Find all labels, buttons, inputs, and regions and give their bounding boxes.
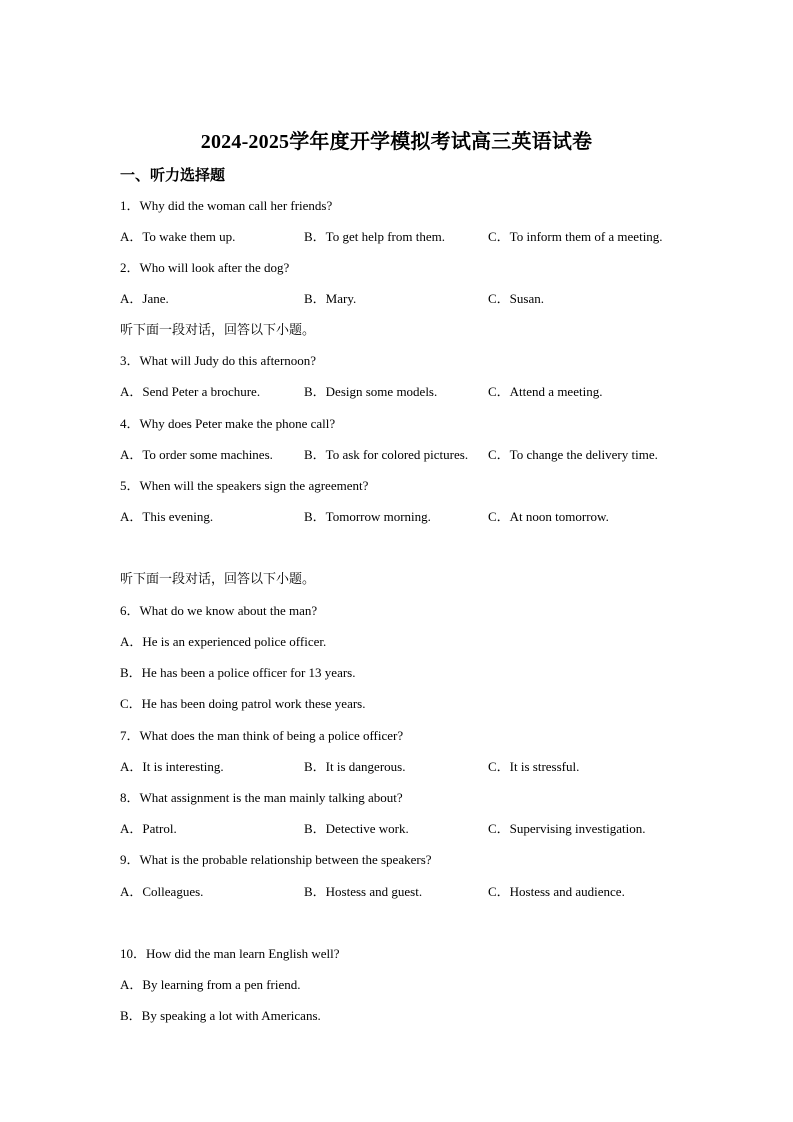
- option-b: B．Hostess and guest.: [304, 884, 423, 899]
- option-a: A．This evening.: [120, 509, 214, 524]
- option-a: A．To wake them up.: [120, 229, 236, 244]
- section-heading: 一、听力选择题: [120, 168, 226, 184]
- option-b: B．Tomorrow morning.: [304, 509, 431, 524]
- question-4: 4．Why does Peter make the phone call?: [120, 416, 336, 431]
- option-c: C．He has been doing patrol work these years.: [120, 696, 366, 711]
- question-10: 10．How did the man learn English well?: [120, 946, 340, 961]
- option-a: A．Patrol.: [120, 821, 177, 836]
- question-2: 2．Who will look after the dog?: [120, 260, 290, 275]
- option-b: B．He has been a police officer for 13 years.: [120, 665, 356, 680]
- instruction-2: 听下面一段对话，回答以下小题。: [120, 571, 316, 586]
- option-a: A．By learning from a pen friend.: [120, 977, 301, 992]
- option-c: C．To change the delivery time.: [488, 447, 658, 462]
- page-title: 2024-2025学年度开学模拟考试高三英语试卷: [200, 131, 593, 153]
- option-b: B．To ask for colored pictures.: [304, 447, 469, 462]
- option-a: A．To order some machines.: [120, 447, 273, 462]
- option-c: C．At noon tomorrow.: [488, 509, 609, 524]
- option-a: A．He is an experienced police officer.: [120, 634, 327, 649]
- option-c: C．Hostess and audience.: [488, 884, 625, 899]
- option-b: B．Detective work.: [304, 821, 409, 836]
- option-a: A．Jane.: [120, 291, 169, 306]
- option-c: C．Supervising investigation.: [488, 821, 646, 836]
- option-c: C．To inform them of a meeting.: [488, 229, 663, 244]
- option-a: A．Send Peter a brochure.: [120, 384, 261, 399]
- option-c: C．Susan.: [488, 291, 544, 306]
- option-b: B．By speaking a lot with Americans.: [120, 1008, 321, 1023]
- option-c: C．Attend a meeting.: [488, 384, 603, 399]
- question-5: 5．When will the speakers sign the agreement?: [120, 478, 369, 493]
- option-b: B．Mary.: [304, 291, 357, 306]
- option-a: A．Colleagues.: [120, 884, 204, 899]
- question-7: 7．What does the man think of being a police officer?: [120, 728, 404, 743]
- question-9: 9．What is the probable relationship between the speakers?: [120, 852, 432, 867]
- option-a: A．It is interesting.: [120, 759, 224, 774]
- option-c: C．It is stressful.: [488, 759, 580, 774]
- option-b: B．To get help from them.: [304, 229, 445, 244]
- question-8: 8．What assignment is the man mainly talking about?: [120, 790, 403, 805]
- option-b: B．Design some models.: [304, 384, 438, 399]
- instruction-1: 听下面一段对话，回答以下小题。: [120, 322, 316, 337]
- question-6: 6．What do we know about the man?: [120, 603, 318, 618]
- question-1: 1．Why did the woman call her friends?: [120, 198, 333, 213]
- option-b: B．It is dangerous.: [304, 759, 406, 774]
- question-3: 3．What will Judy do this afternoon?: [120, 353, 317, 368]
